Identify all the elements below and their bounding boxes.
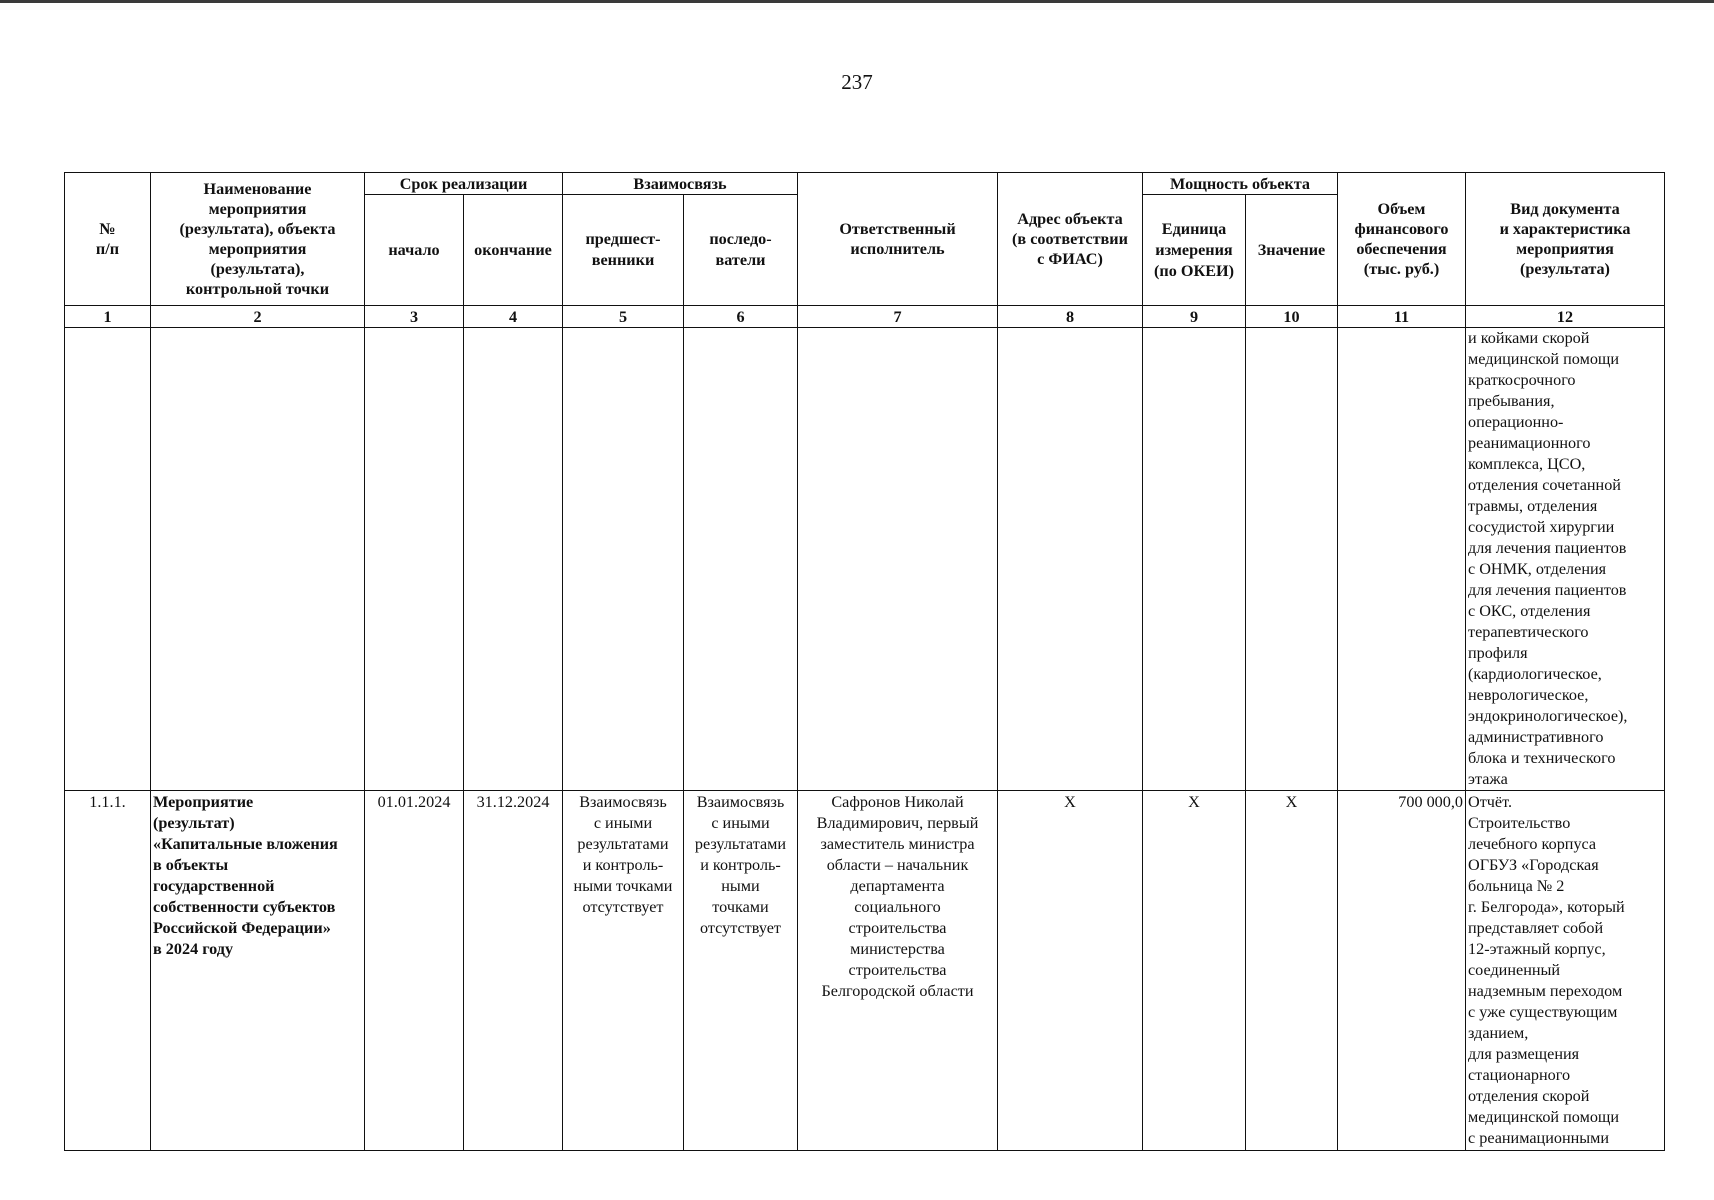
text-line: точками bbox=[712, 898, 769, 916]
text-line: с реанимационными bbox=[1468, 1129, 1610, 1147]
text-line: Мероприятие bbox=[153, 793, 254, 811]
text-line: с ОНМК, отделения bbox=[1468, 560, 1607, 578]
text-line: 12-этажный корпус, bbox=[1468, 940, 1606, 958]
empty-cell bbox=[151, 328, 365, 791]
text-line: области – начальник bbox=[826, 856, 969, 874]
text-line: с иными bbox=[711, 814, 770, 832]
text-line: строительства bbox=[848, 961, 947, 979]
text-line: и койками скорой bbox=[1468, 329, 1590, 347]
text-line: реанимационного bbox=[1468, 434, 1591, 452]
text-line: собственности субъектов bbox=[153, 898, 336, 916]
column-number: 8 bbox=[998, 306, 1143, 328]
text-line: Ответственный bbox=[839, 220, 956, 238]
header-term-group: Срок реализации bbox=[365, 173, 563, 195]
text-line: мероприятия bbox=[1516, 240, 1614, 258]
activity-table bbox=[64, 172, 1665, 1151]
column-number-row bbox=[65, 306, 1665, 328]
text-line: отсутствует bbox=[582, 898, 664, 916]
text-line: (тыс. руб.) bbox=[1363, 260, 1440, 278]
text-line: контрольной точки bbox=[185, 280, 330, 298]
text-line: операционно- bbox=[1468, 413, 1564, 431]
text-line: Российской Федерации» bbox=[153, 919, 331, 937]
text-line: с уже существующим bbox=[1468, 1003, 1618, 1021]
text-line: блока и технического bbox=[1468, 749, 1616, 767]
text-line: ными точками bbox=[573, 877, 673, 895]
unit: Х bbox=[1143, 791, 1246, 1151]
text-line: финансового bbox=[1354, 220, 1449, 238]
text-line: предшест- bbox=[585, 230, 661, 248]
text-line: ОГБУЗ «Городская bbox=[1468, 856, 1599, 874]
text-line: с иными bbox=[593, 814, 653, 832]
text-line: ными bbox=[721, 877, 760, 895]
text-line: Сафронов Николай bbox=[831, 793, 964, 811]
text-line: последо- bbox=[709, 230, 772, 248]
text-line: Строительство bbox=[1468, 814, 1571, 832]
empty-cell bbox=[65, 328, 151, 791]
text-line: сосудистой хирургии bbox=[1468, 518, 1615, 536]
page-number: 237 bbox=[841, 70, 873, 94]
text-line: измерения bbox=[1155, 240, 1233, 259]
text-line: лечебного корпуса bbox=[1468, 835, 1597, 853]
text-line: представляет собой bbox=[1468, 919, 1604, 937]
text-line: Взаимосвязь bbox=[696, 793, 785, 811]
text-line: венники bbox=[591, 251, 655, 269]
item-name bbox=[151, 791, 365, 1151]
text-line: результатами bbox=[694, 835, 787, 853]
text-line: неврологическое, bbox=[1468, 686, 1589, 704]
empty-cell bbox=[684, 328, 798, 791]
text-line: надземным переходом bbox=[1468, 982, 1623, 1000]
text-line: отделения скорой bbox=[1468, 1087, 1590, 1105]
column-number: 6 bbox=[684, 306, 798, 328]
text-line: ватели bbox=[715, 251, 766, 269]
text-line: Наименование bbox=[203, 180, 312, 198]
text-line: результатами bbox=[577, 835, 669, 853]
header-predecessors bbox=[563, 195, 684, 306]
empty-cell bbox=[1143, 328, 1246, 791]
column-number: 2 bbox=[151, 306, 365, 328]
header-value: Значение bbox=[1246, 195, 1338, 306]
text-line: г. Белгорода», который bbox=[1468, 898, 1625, 916]
text-line: мероприятия bbox=[208, 240, 307, 258]
text-line: социального bbox=[854, 898, 941, 916]
document-description-continued bbox=[1466, 328, 1665, 791]
header-end: окончание bbox=[464, 195, 563, 306]
text-line: с ФИАС) bbox=[1037, 250, 1103, 268]
continuation-row bbox=[65, 328, 1665, 791]
text-line: Отчёт. bbox=[1468, 793, 1512, 811]
header-unit bbox=[1143, 195, 1246, 306]
text-line: (кардиологическое, bbox=[1468, 665, 1602, 683]
text-line: больница № 2 bbox=[1468, 877, 1565, 895]
text-line: административного bbox=[1468, 728, 1604, 746]
text-line: и контроль- bbox=[700, 856, 781, 874]
empty-cell bbox=[464, 328, 563, 791]
column-number: 5 bbox=[563, 306, 684, 328]
text-line: исполнитель bbox=[850, 240, 945, 258]
text-line: краткосрочного bbox=[1468, 371, 1576, 389]
empty-cell bbox=[798, 328, 998, 791]
header-capacity-group: Мощность объекта bbox=[1143, 173, 1338, 195]
text-line: (результат) bbox=[153, 814, 235, 832]
text-line: с ОКС, отделения bbox=[1468, 602, 1591, 620]
empty-cell bbox=[365, 328, 464, 791]
text-line: п/п bbox=[95, 240, 120, 258]
column-number: 12 bbox=[1466, 306, 1665, 328]
text-line: отсутствует bbox=[700, 919, 781, 937]
text-line: заместитель министра bbox=[820, 835, 975, 853]
empty-cell bbox=[563, 328, 684, 791]
text-line: для размещения bbox=[1468, 1045, 1580, 1063]
finance-amount: 700 000,0 bbox=[1338, 791, 1466, 1151]
text-line: комплекса, ЦСО, bbox=[1468, 455, 1586, 473]
successors bbox=[684, 791, 798, 1151]
column-number: 10 bbox=[1246, 306, 1338, 328]
empty-cell bbox=[1246, 328, 1338, 791]
text-line: соединенный bbox=[1468, 961, 1561, 979]
text-line: в объекты bbox=[153, 856, 229, 874]
text-line: для лечения пациентов bbox=[1468, 539, 1627, 557]
text-line: травмы, отделения bbox=[1468, 497, 1598, 515]
text-line: Объем bbox=[1377, 200, 1426, 218]
empty-cell bbox=[998, 328, 1143, 791]
start-date: 01.01.2024 bbox=[365, 791, 464, 1151]
scan-top-edge bbox=[0, 0, 1714, 3]
value: Х bbox=[1246, 791, 1338, 1151]
text-line: и характеристика bbox=[1499, 220, 1631, 238]
header-address bbox=[998, 173, 1143, 306]
text-line: (результата), объекта bbox=[179, 220, 336, 238]
document-description bbox=[1466, 791, 1665, 1151]
text-line: Владимирович, первый bbox=[816, 814, 979, 832]
text-line: Вид документа bbox=[1510, 200, 1620, 218]
text-line: государственной bbox=[153, 877, 275, 895]
text-line: отделения сочетанной bbox=[1468, 476, 1621, 494]
text-line: строительства bbox=[848, 919, 947, 937]
header-document bbox=[1466, 173, 1665, 306]
text-line: (результата), bbox=[210, 260, 305, 278]
address: Х bbox=[998, 791, 1143, 1151]
text-line: (по ОКЕИ) bbox=[1154, 261, 1234, 280]
text-line: департамента bbox=[850, 877, 945, 895]
column-number: 3 bbox=[365, 306, 464, 328]
column-number: 7 bbox=[798, 306, 998, 328]
header-link-group: Взаимосвязь bbox=[563, 173, 798, 195]
text-line: (в соответствии bbox=[1012, 230, 1128, 248]
header-name bbox=[151, 173, 365, 306]
column-number: 11 bbox=[1338, 306, 1466, 328]
header-responsible bbox=[798, 173, 998, 306]
text-line: эндокринологическое), bbox=[1468, 707, 1628, 725]
responsible-person bbox=[798, 791, 998, 1151]
text-line: Единица bbox=[1161, 219, 1227, 238]
text-line: пребывания, bbox=[1468, 392, 1555, 410]
empty-cell bbox=[1338, 328, 1466, 791]
text-line: профиля bbox=[1468, 644, 1528, 662]
text-line: терапевтического bbox=[1468, 623, 1589, 641]
text-line: в 2024 году bbox=[153, 940, 234, 958]
header-finance bbox=[1338, 173, 1466, 306]
column-number: 4 bbox=[464, 306, 563, 328]
column-number: 9 bbox=[1143, 306, 1246, 328]
text-line: зданием, bbox=[1468, 1024, 1529, 1042]
text-line: стационарного bbox=[1468, 1066, 1571, 1084]
text-line: Адрес объекта bbox=[1017, 210, 1123, 228]
header-successors bbox=[684, 195, 798, 306]
text-line: мероприятия bbox=[208, 200, 307, 218]
header-start: начало bbox=[365, 195, 464, 306]
header-number bbox=[65, 173, 151, 306]
text-line: обеспечения bbox=[1356, 240, 1447, 258]
text-line: Взаимосвязь bbox=[579, 793, 667, 811]
text-line: медицинской помощи bbox=[1468, 1108, 1620, 1126]
text-line: Белгородской области bbox=[821, 982, 974, 1000]
text-line: и контроль- bbox=[582, 856, 664, 874]
text-line: (результата) bbox=[1520, 260, 1610, 278]
end-date: 31.12.2024 bbox=[464, 791, 563, 1151]
activity-row bbox=[65, 791, 1665, 1151]
text-line: медицинской помощи bbox=[1468, 350, 1620, 368]
column-number: 1 bbox=[65, 306, 151, 328]
text-line: для лечения пациентов bbox=[1468, 581, 1627, 599]
item-number: 1.1.1. bbox=[65, 791, 151, 1151]
text-line: «Капитальные вложения bbox=[153, 835, 338, 853]
text-line: этажа bbox=[1468, 770, 1508, 788]
predecessors bbox=[563, 791, 684, 1151]
text-line: министерства bbox=[850, 940, 945, 958]
text-line: № bbox=[99, 220, 116, 238]
